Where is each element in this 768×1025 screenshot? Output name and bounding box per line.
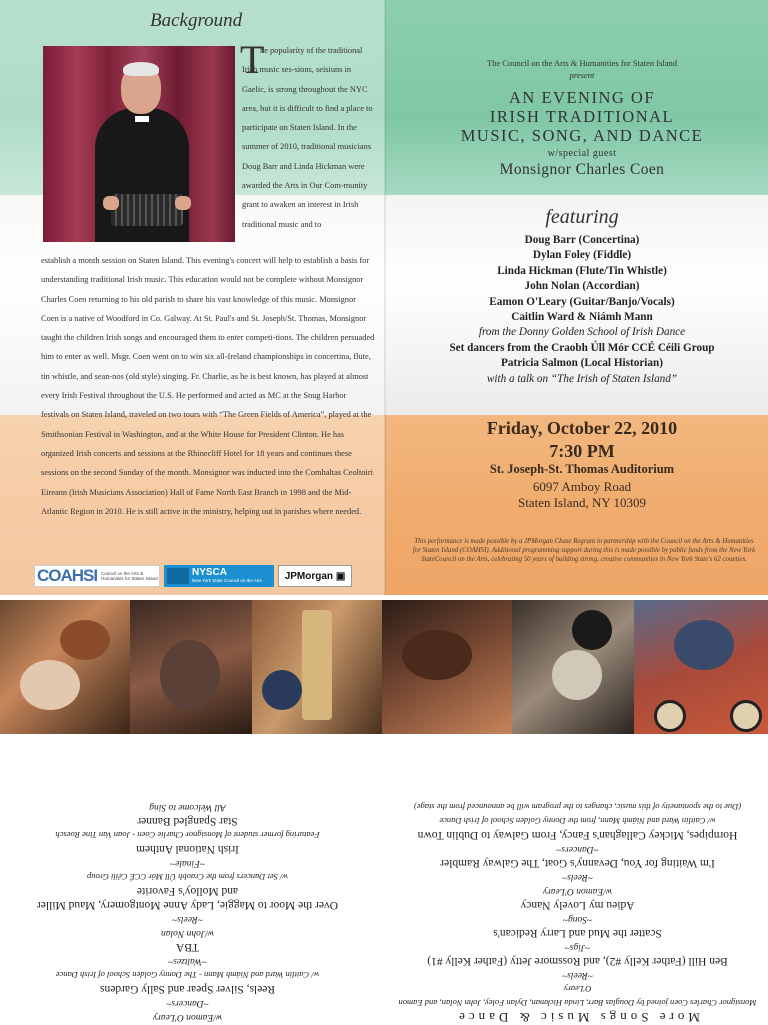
program-line: All Welcome to Sing [149, 802, 226, 812]
performer-line: Linda Hickman (Flute/Tin Whistle) [497, 264, 667, 277]
photo-guitarist [382, 600, 512, 734]
photo-pub-session [634, 600, 768, 734]
event-venue: St. Joseph-St. Thomas Auditorium [489, 462, 675, 476]
jpmorgan-octagon-icon: ▣ [335, 570, 346, 582]
program-line: I'm Waiting for You, Devanny's Goat, The Galway Rambler [440, 857, 715, 869]
program-line: w/ Caitlin Ward and Niámh Mann, from the Donny Golden School of Irish Dance [439, 816, 716, 826]
program-line: Adieu my Lovely Nancy [520, 899, 635, 911]
program-line: Scatter the Mud and Larry Redican's [493, 927, 662, 939]
venue-address-street: 6097 Amboy Road [532, 479, 632, 494]
program-line: Monsignor Charles Coen joined by Douglas Barr, Linda Hickman, Dylan Foley, John Nolan, and Eamon O'Leary [398, 984, 757, 1008]
musician-photo-strip [0, 600, 768, 734]
special-guest-label: w/special guest [547, 148, 617, 159]
present-label: present [569, 70, 595, 80]
program-line: ~Finale~ [169, 858, 206, 868]
performer-line: John Nolan (Accordian) [524, 280, 640, 293]
coahsi-logo: COAHSI Council on the Arts & Humanities for Staten Island [34, 565, 160, 587]
program-line: w/ Set Dancers from the Craobh Úll Mór CCÉ Céili Group [87, 872, 289, 882]
jpmorgan-logo: JPMorgan ▣ [278, 565, 352, 587]
program-line: ~Reels~ [562, 872, 593, 882]
program-line: Irish National Anthem [136, 843, 239, 855]
photo-fiddler [0, 600, 130, 734]
featuring-heading: featuring [545, 206, 619, 228]
photo-player-brick [130, 600, 252, 734]
program-line: ~Dancers~ [166, 998, 209, 1008]
program-line: Reels, Silver Spear and Sally Gardens [100, 983, 276, 995]
program-line: TBA [176, 941, 199, 953]
event-date: Friday, October 22, 2010 [486, 418, 678, 438]
program-line: ~Reels~ [562, 970, 593, 980]
performers-list [400, 233, 764, 387]
nysca-logo: NYSCA New York State Council on the Arts [164, 565, 274, 587]
program-line: ~Reels~ [172, 914, 203, 924]
performer-line: Patricia Salmon (Local Historian) [501, 357, 663, 370]
background-title: Background [150, 10, 243, 31]
ny-state-map-icon [167, 568, 189, 584]
performer-line: Eamon O'Leary (Guitar/Banjo/Vocals) [489, 295, 675, 308]
program-line: ~Dancers~ [556, 844, 599, 854]
photo-banjo-player [512, 600, 634, 734]
program-line: Over the Moor to Maggie, Lady Anne Montgomery, Maud Miller [36, 899, 339, 911]
performer-line: Caitlin Ward & Niámh Mann [511, 311, 653, 324]
program-line: ~Song~ [562, 914, 593, 924]
presenter-council: The Council on the Arts & Humanities for Staten Island [486, 58, 678, 68]
event-title: AN EVENING OF IRISH TRADITIONAL MUSIC, SONG, AND DANCE [460, 88, 704, 145]
program-line: Ben Hill (Father Kelly #2), and Rossmore Jetty (Father Kelly #1) [427, 955, 728, 967]
program-line: ~Jigs~ [564, 942, 591, 952]
monsignor-portrait-photo [43, 46, 235, 242]
program-line: Hornpipes, Mickey Callaghan's Fancy, From Galway to Dublin Town [417, 829, 738, 841]
performer-line: Set dancers from the Craobh Úll Mór CCÉ Céili Group [449, 341, 715, 354]
program-line: More Songs Music & Dance [455, 1010, 700, 1025]
venue-address-city: Staten Island, NY 10309 [517, 495, 647, 510]
performer-line: Doug Barr (Concertina) [524, 234, 640, 246]
program-line: w/Eamon O'Leary [542, 886, 613, 896]
program-line: w/John Nolan [160, 928, 215, 938]
sponsor-logos [34, 565, 352, 587]
center-fold [384, 0, 386, 595]
background-text-wide: establish a month session on Staten Island. This evening's concert will help to establish a basis for understanding traditional Irish music. This education would not be complete without Monsignor Charles Coen returning to his old parish to share his vast knowledge of this music. Monsignor Coen is a native of Woodford in Co. Galway. At St. Paul's and St. Joseph/St. Thomas, Monsignor taught the children Irish songs and encouraged them to enter competi-tions. The children persuaded him to enter as well. Msgr. Coen went on to win six all-Ireland championships in concertina, flute, tin whistle, and sean-nos (old style) singing. Fr. Charlie, as he is best known, has played at almost every Irish Festival throughout the U.S. He performed and acted as MC at the Snug Harbor festivals on Staten Island, traveled on two tours with “The Green Fields of America”, played at the Smithsonian Festival in Washington, and at the White House for President Clinton. He has organized Irish concerts and sessions at the Rhinecliff Hotel for 18 years and continues these sessions on the second Sunday of the month. Monsignor was inducted into the Comhaltas Ceoltoiri Eireann (Irish Musicians Association) Hall of Fame North East Branch in 1998 and the Mid-Atlantic Region in 2010. He is still active in the ministry, helping out in parishes where needed. [41, 256, 375, 516]
program-right-column [395, 740, 760, 1024]
program-line: and Molloy's Favorite [136, 885, 239, 897]
performer-line: with a talk on “The Irish of Staten Island” [486, 372, 678, 385]
program-line: w/Eamon O'Leary [152, 1012, 223, 1022]
program-line: (Due to the spontaneity of this music, changes to the program will be announced from the stage) [413, 802, 742, 812]
background-text-narrow: he popularity of the traditional Irish music ses-sions, seisiuns in Gaelic, is strong throughout the NYC area, but it is difficult to find a place to participate on Staten Island. In the summer of 2010, traditional musicians Doug Barr and Linda Hickman were awarded the Arts in Our Com-munity grant to awaken an interest in Irish traditional music and to [242, 46, 373, 229]
performer-line: from the Donny Golden School of Irish Dance [478, 326, 686, 339]
program-left-column [10, 740, 365, 1024]
program-line: Star Spangled Banner [137, 815, 238, 827]
dropcap-letter: T [240, 37, 265, 82]
photo-harpist [252, 600, 382, 734]
funding-credit: This performance is made possible by a JPMorgan Chase Regrant in partnership with the Council on the Arts & Humanities for Staten Island (COAHSI). Additional programming support during this is made possible by public funds from the New York StateCouncil on the Arts, celebrating 50 years of building strong, creative communities in New York State's 62 counties. [412, 538, 756, 564]
special-guest-name: Monsignor Charles Coen [499, 161, 665, 178]
program-line: w/ Caitlin Ward and Niámh Mann - The Donny Golden School of Irish Dance [55, 970, 320, 980]
program-line: ~Waltzes~ [168, 956, 207, 966]
program-line: Featuring former student of Monsignor Charlie Coen - Joan Van Tine Roesch [55, 830, 320, 840]
event-time: 7:30 PM [549, 441, 615, 461]
performer-line: Dylan Foley (Fiddle) [532, 249, 632, 262]
